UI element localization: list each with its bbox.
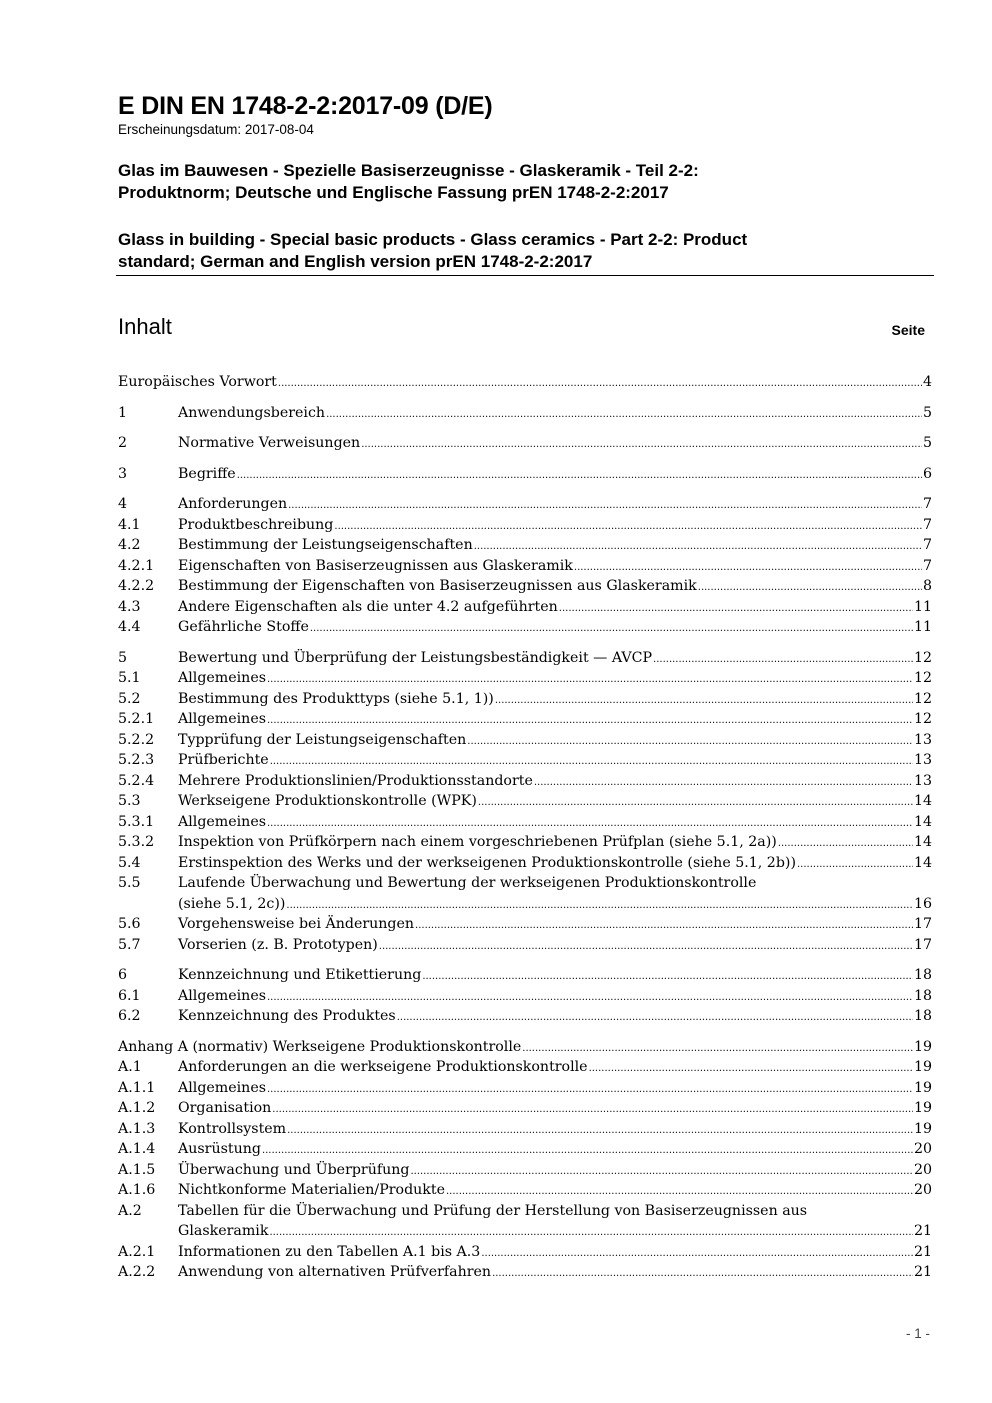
toc-entry-page: 20: [913, 1161, 932, 1178]
title-german-line2: Produktnorm; Deutsche und Englische Fassung prEN 1748-2-2:2017: [118, 183, 669, 202]
toc-entry-label: Bewertung und Überprüfung der Leistungsbeständigkeit — AVCP: [178, 649, 653, 666]
toc-entry-label: Europäisches Vorwort: [118, 374, 277, 390]
toc-leader: [310, 617, 913, 640]
toc-leader: [334, 515, 922, 538]
toc-entry-page: 19: [913, 1079, 932, 1096]
toc-entry-number: 5.1: [118, 670, 141, 686]
toc-entry-annex-a[interactable]: [118, 1037, 932, 1058]
toc-entry-number: 5.3: [118, 793, 141, 809]
page-number: - 1 -: [905, 1326, 930, 1341]
toc-entry-page: 14: [913, 854, 932, 871]
toc-entry-number: A.2.1: [118, 1243, 156, 1260]
toc-entry-label: Erstinspektion des Werks und der werkseigenen Produktionskontrolle (siehe 5.1, 2b)): [178, 854, 796, 871]
toc-leader: [474, 535, 922, 558]
toc-leader: [287, 1119, 913, 1142]
toc-entry-number: 5.7: [118, 936, 141, 953]
toc-entry-4-2[interactable]: [118, 535, 932, 556]
toc-leader: [415, 914, 913, 937]
toc-entry-4-3[interactable]: [118, 597, 932, 618]
toc-entry-label: Normative Verweisungen: [178, 435, 361, 451]
toc-entry-page: 14: [913, 813, 932, 830]
toc-leader: [492, 1262, 913, 1285]
toc-entry-label: Organisation: [178, 1100, 272, 1116]
publication-date: Erscheinungsdatum: 2017-08-04: [118, 122, 314, 137]
title-german-line1: Glas im Bauwesen - Spezielle Basiserzeugnisse - Glaskeramik - Teil 2-2:: [118, 161, 699, 180]
toc-entry-number: A.1.2: [118, 1100, 156, 1116]
toc-entry-label: Eigenschaften von Basiserzeugnissen aus Glaskeramik: [178, 557, 573, 574]
toc-leader: [797, 853, 913, 876]
toc-entry-6[interactable]: [118, 965, 932, 986]
toc-entry-4[interactable]: [118, 494, 932, 515]
toc-entry-label: Vorserien (z. B. Prototypen): [178, 936, 378, 953]
toc-entry-label: Überwachung und Überprüfung: [178, 1161, 410, 1178]
toc-entry-page: 16: [913, 895, 932, 912]
toc-entry-4-4[interactable]: [118, 617, 932, 638]
toc-entry-a-1-5[interactable]: [118, 1160, 932, 1181]
toc-leader: [379, 935, 913, 958]
toc-entry-number: 5.2.4: [118, 772, 155, 789]
toc-entry-label: Allgemeines: [178, 813, 266, 830]
toc-entry-page: 7: [922, 516, 932, 533]
toc-entry-page: 20: [913, 1141, 932, 1157]
toc-entry-5-5[interactable]: [118, 873, 932, 914]
toc-entry-number: 4.3: [118, 598, 141, 615]
toc-entry-a-1-3[interactable]: [118, 1119, 932, 1140]
toc-entry-page: 19: [913, 1100, 932, 1116]
toc-entry-label-line1: Tabellen für die Überwachung und Prüfung der Herstellung von Basiserzeugnissen aus: [178, 1202, 808, 1219]
toc-entry-2[interactable]: [118, 433, 932, 454]
toc-entry-label: Begriffe: [178, 465, 236, 482]
toc-leader: [397, 1006, 913, 1029]
toc-entry-5-2-3[interactable]: [118, 750, 932, 771]
title-german: [118, 160, 918, 204]
toc-entry-page: 14: [913, 834, 932, 850]
toc-entry-number: A.1.4: [118, 1141, 156, 1157]
toc-leader: [267, 1078, 913, 1101]
toc-entry-page: 19: [913, 1038, 932, 1055]
toc-entry-5-2-4[interactable]: [118, 771, 932, 792]
toc-entry-label: Anwendung von alternativen Prüfverfahren: [178, 1264, 492, 1280]
toc-entry-number: 5.2.3: [118, 752, 155, 768]
toc-entry-number: 5.6: [118, 916, 141, 932]
toc-entry-page: 12: [913, 690, 932, 707]
title-english-line1: Glass in building - Special basic products - Glass ceramics - Part 2-2: Product: [118, 230, 748, 249]
toc-entry-page: 19: [913, 1120, 932, 1137]
toc-leader: [269, 1221, 913, 1244]
toc-entry-page: 8: [922, 578, 932, 594]
toc-entry-number: 4.2.1: [118, 557, 155, 574]
toc-entry-page: 21: [913, 1264, 932, 1280]
toc-entry-number: 5.5: [118, 875, 141, 891]
toc-entry-4-2-2[interactable]: [118, 576, 932, 597]
toc-entry-page: 14: [913, 793, 932, 809]
toc-leader: [288, 494, 922, 517]
toc-entry-label: Vorgehensweise bei Änderungen: [178, 916, 415, 932]
toc-entry-label: Inspektion von Prüfkörpern nach einem vorgeschriebenen Prüfplan (siehe 5.1, 2a)): [178, 834, 777, 850]
toc-entry-label: Bestimmung des Produkttyps (siehe 5.1, 1)): [178, 690, 494, 707]
toc-leader: [495, 689, 913, 712]
toc-entry-foreword[interactable]: [118, 372, 932, 393]
toc-entry-page: 13: [913, 772, 932, 789]
toc-entry-page: 21: [913, 1243, 932, 1260]
toc-leader: [589, 1057, 913, 1080]
toc-entry-label: Produktbeschreibung: [178, 516, 334, 533]
toc-entry-label: Glaskeramik: [178, 1223, 269, 1239]
toc-entry-page: 7: [922, 537, 932, 553]
toc-entry-label: Anforderungen: [178, 496, 288, 512]
title-english: [118, 229, 918, 273]
toc-entry-label: Bestimmung der Leistungseigenschaften: [178, 537, 473, 553]
toc-entry-number: 6.1: [118, 987, 141, 1004]
toc-entry-page: 7: [922, 496, 932, 512]
toc-entry-5-2-2[interactable]: [118, 730, 932, 751]
toc-entry-label: Kennzeichnung des Produktes: [178, 1008, 396, 1024]
toc-entry-a-1-1[interactable]: [118, 1078, 932, 1099]
toc-entry-label: Allgemeines: [178, 987, 266, 1004]
toc-entry-page: 6: [922, 465, 932, 482]
toc-entry-label: Anhang A (normativ) Werkseigene Produktionskontrolle: [118, 1038, 522, 1055]
toc-entry-label: Bestimmung der Eigenschaften von Basiserzeugnissen aus Glaskeramik: [178, 578, 697, 594]
toc-leader: [361, 433, 922, 456]
toc-entry-page: 18: [913, 967, 932, 983]
toc-entry-5[interactable]: [118, 648, 932, 669]
toc-leader: [653, 648, 913, 671]
toc-entry-number: 5.2: [118, 690, 141, 707]
toc-leader: [326, 403, 922, 426]
toc-entry-number: 6: [118, 967, 128, 983]
toc-entry-number: 5.2.1: [118, 711, 155, 727]
toc-heading: Inhalt: [118, 314, 172, 339]
toc-leader: [446, 1180, 913, 1203]
toc-entry-number: 4.4: [118, 619, 141, 635]
toc-entry-5-2[interactable]: [118, 689, 932, 710]
toc-entry-6-2[interactable]: [118, 1006, 932, 1027]
toc-entry-number: 6.2: [118, 1008, 141, 1024]
toc-entry-label: Allgemeines: [178, 1079, 266, 1096]
toc-entry-label: Kontrollsystem: [178, 1120, 287, 1137]
toc-leader: [422, 965, 913, 988]
toc-leader: [286, 894, 913, 917]
toc-entry-page: 13: [913, 752, 932, 768]
toc-entry-number: 5.4: [118, 854, 141, 871]
toc-entry-a-1-2[interactable]: [118, 1098, 932, 1119]
toc-entry-page: 13: [913, 731, 932, 748]
toc-entry-label-line1: Laufende Überwachung und Bewertung der werkseigenen Produktionskontrolle: [178, 875, 757, 891]
toc-entry-page: 19: [913, 1059, 932, 1075]
toc-entry-page: 12: [913, 670, 932, 686]
toc-entry-label: Typprüfung der Leistungseigenschaften: [178, 731, 467, 748]
toc-entry-page: 17: [913, 936, 932, 953]
toc-leader: [267, 986, 913, 1009]
toc-entry-a-2[interactable]: [118, 1201, 932, 1242]
toc-leader: [270, 750, 913, 773]
toc-entry-number: 5.3.1: [118, 813, 155, 830]
toc-entry-page: 18: [913, 1008, 932, 1024]
toc-leader: [278, 372, 922, 395]
toc-leader: [481, 1242, 913, 1265]
toc-entry-5-3-1[interactable]: [118, 812, 932, 833]
toc-entry-number: A.2.2: [118, 1264, 156, 1280]
toc-entry-5-3[interactable]: [118, 791, 932, 812]
toc-entry-label: Ausrüstung: [178, 1141, 261, 1157]
toc-entry-label: Allgemeines: [178, 670, 266, 686]
toc-entry-number: A.1.6: [118, 1182, 156, 1198]
toc-entry-5-3-2[interactable]: [118, 832, 932, 853]
toc-entry-5-7[interactable]: [118, 935, 932, 956]
toc-entry-number: A.2: [118, 1202, 142, 1219]
toc-leader: [559, 597, 913, 620]
toc-entry-label: Nichtkonforme Materialien/Produkte: [178, 1182, 445, 1198]
toc-entry-6-1[interactable]: [118, 986, 932, 1007]
toc-entry-number: 2: [118, 435, 128, 451]
toc-leader: [267, 812, 913, 835]
toc-leader: [410, 1160, 912, 1183]
toc-entry-5-4[interactable]: [118, 853, 932, 874]
toc-entry-5-2-1[interactable]: [118, 709, 932, 730]
toc-entry-label: Andere Eigenschaften als die unter 4.2 aufgeführten: [178, 598, 558, 615]
toc-leader: [467, 730, 913, 753]
toc-entry-1[interactable]: [118, 403, 932, 424]
toc-leader: [574, 556, 922, 579]
title-english-line2: standard; German and English version prEN 1748-2-2:2017: [118, 252, 593, 271]
toc-entry-page: 4: [922, 374, 932, 390]
header-divider: [116, 275, 934, 276]
toc-entry-number: 5.2.2: [118, 731, 155, 748]
toc-page-column-heading: Seite: [891, 322, 925, 338]
toc-entry-label: Prüfberichte: [178, 752, 269, 768]
toc-leader: [267, 709, 913, 732]
toc-entry-number: 4.2.2: [118, 578, 155, 594]
toc-leader: [267, 668, 913, 691]
toc-entry-number: 5.3.2: [118, 834, 155, 850]
toc-entry-label: Werkseigene Produktionskontrolle (WPK): [178, 793, 477, 809]
toc-entry-page: 12: [913, 711, 932, 727]
toc-leader: [522, 1037, 913, 1060]
toc-leader: [478, 791, 913, 814]
toc-entry-label: Anforderungen an die werkseigene Produktionskontrolle: [178, 1059, 588, 1075]
toc-entry-number: 5: [118, 649, 128, 666]
toc-entry-3[interactable]: [118, 464, 932, 485]
toc-entry-5-6[interactable]: [118, 914, 932, 935]
table-of-contents: [118, 372, 932, 1283]
toc-entry-page: 5: [922, 435, 932, 451]
toc-entry-5-1[interactable]: [118, 668, 932, 689]
toc-entry-page: 17: [913, 916, 932, 932]
toc-entry-page: 20: [913, 1182, 932, 1198]
toc-entry-number: 3: [118, 465, 128, 482]
toc-leader: [698, 576, 922, 599]
toc-entry-a-1[interactable]: [118, 1057, 932, 1078]
toc-entry-number: A.1.5: [118, 1161, 156, 1178]
toc-entry-number: 4: [118, 496, 128, 512]
toc-entry-number: 1: [118, 404, 128, 421]
toc-entry-label: (siehe 5.1, 2c)): [178, 895, 286, 912]
toc-entry-a-1-6[interactable]: [118, 1180, 932, 1201]
toc-entry-number: A.1: [118, 1059, 142, 1075]
toc-entry-a-2-2[interactable]: [118, 1262, 932, 1283]
toc-entry-page: 7: [922, 557, 932, 574]
toc-entry-label: Gefährliche Stoffe: [178, 619, 309, 635]
toc-leader: [778, 832, 913, 855]
toc-entry-4-1[interactable]: [118, 515, 932, 536]
toc-entry-page: 12: [913, 649, 932, 666]
toc-entry-label: Kennzeichnung und Etikettierung: [178, 967, 422, 983]
toc-entry-number: A.1.3: [118, 1120, 156, 1137]
toc-entry-number: A.1.1: [118, 1079, 156, 1096]
toc-entry-page: 18: [913, 987, 932, 1004]
toc-entry-4-2-1[interactable]: [118, 556, 932, 577]
toc-leader: [262, 1139, 913, 1162]
toc-entry-page: 5: [922, 404, 932, 421]
toc-entry-label: Informationen zu den Tabellen A.1 bis A.3: [178, 1243, 481, 1260]
toc-entry-number: 4.2: [118, 537, 141, 553]
toc-entry-number: 4.1: [118, 516, 141, 533]
toc-leader: [237, 464, 922, 487]
toc-entry-a-1-4[interactable]: [118, 1139, 932, 1160]
toc-entry-label: Anwendungsbereich: [178, 404, 326, 421]
document-id: E DIN EN 1748-2-2:2017-09 (D/E): [118, 92, 493, 120]
toc-entry-page: 11: [913, 598, 932, 615]
toc-entry-label: Allgemeines: [178, 711, 266, 727]
toc-entry-label: Mehrere Produktionslinien/Produktionsstandorte: [178, 772, 533, 789]
toc-leader: [272, 1098, 913, 1121]
toc-entry-page: 11: [913, 619, 932, 635]
toc-leader: [534, 771, 913, 794]
toc-entry-page: 21: [913, 1223, 932, 1239]
toc-entry-a-2-1[interactable]: [118, 1242, 932, 1263]
